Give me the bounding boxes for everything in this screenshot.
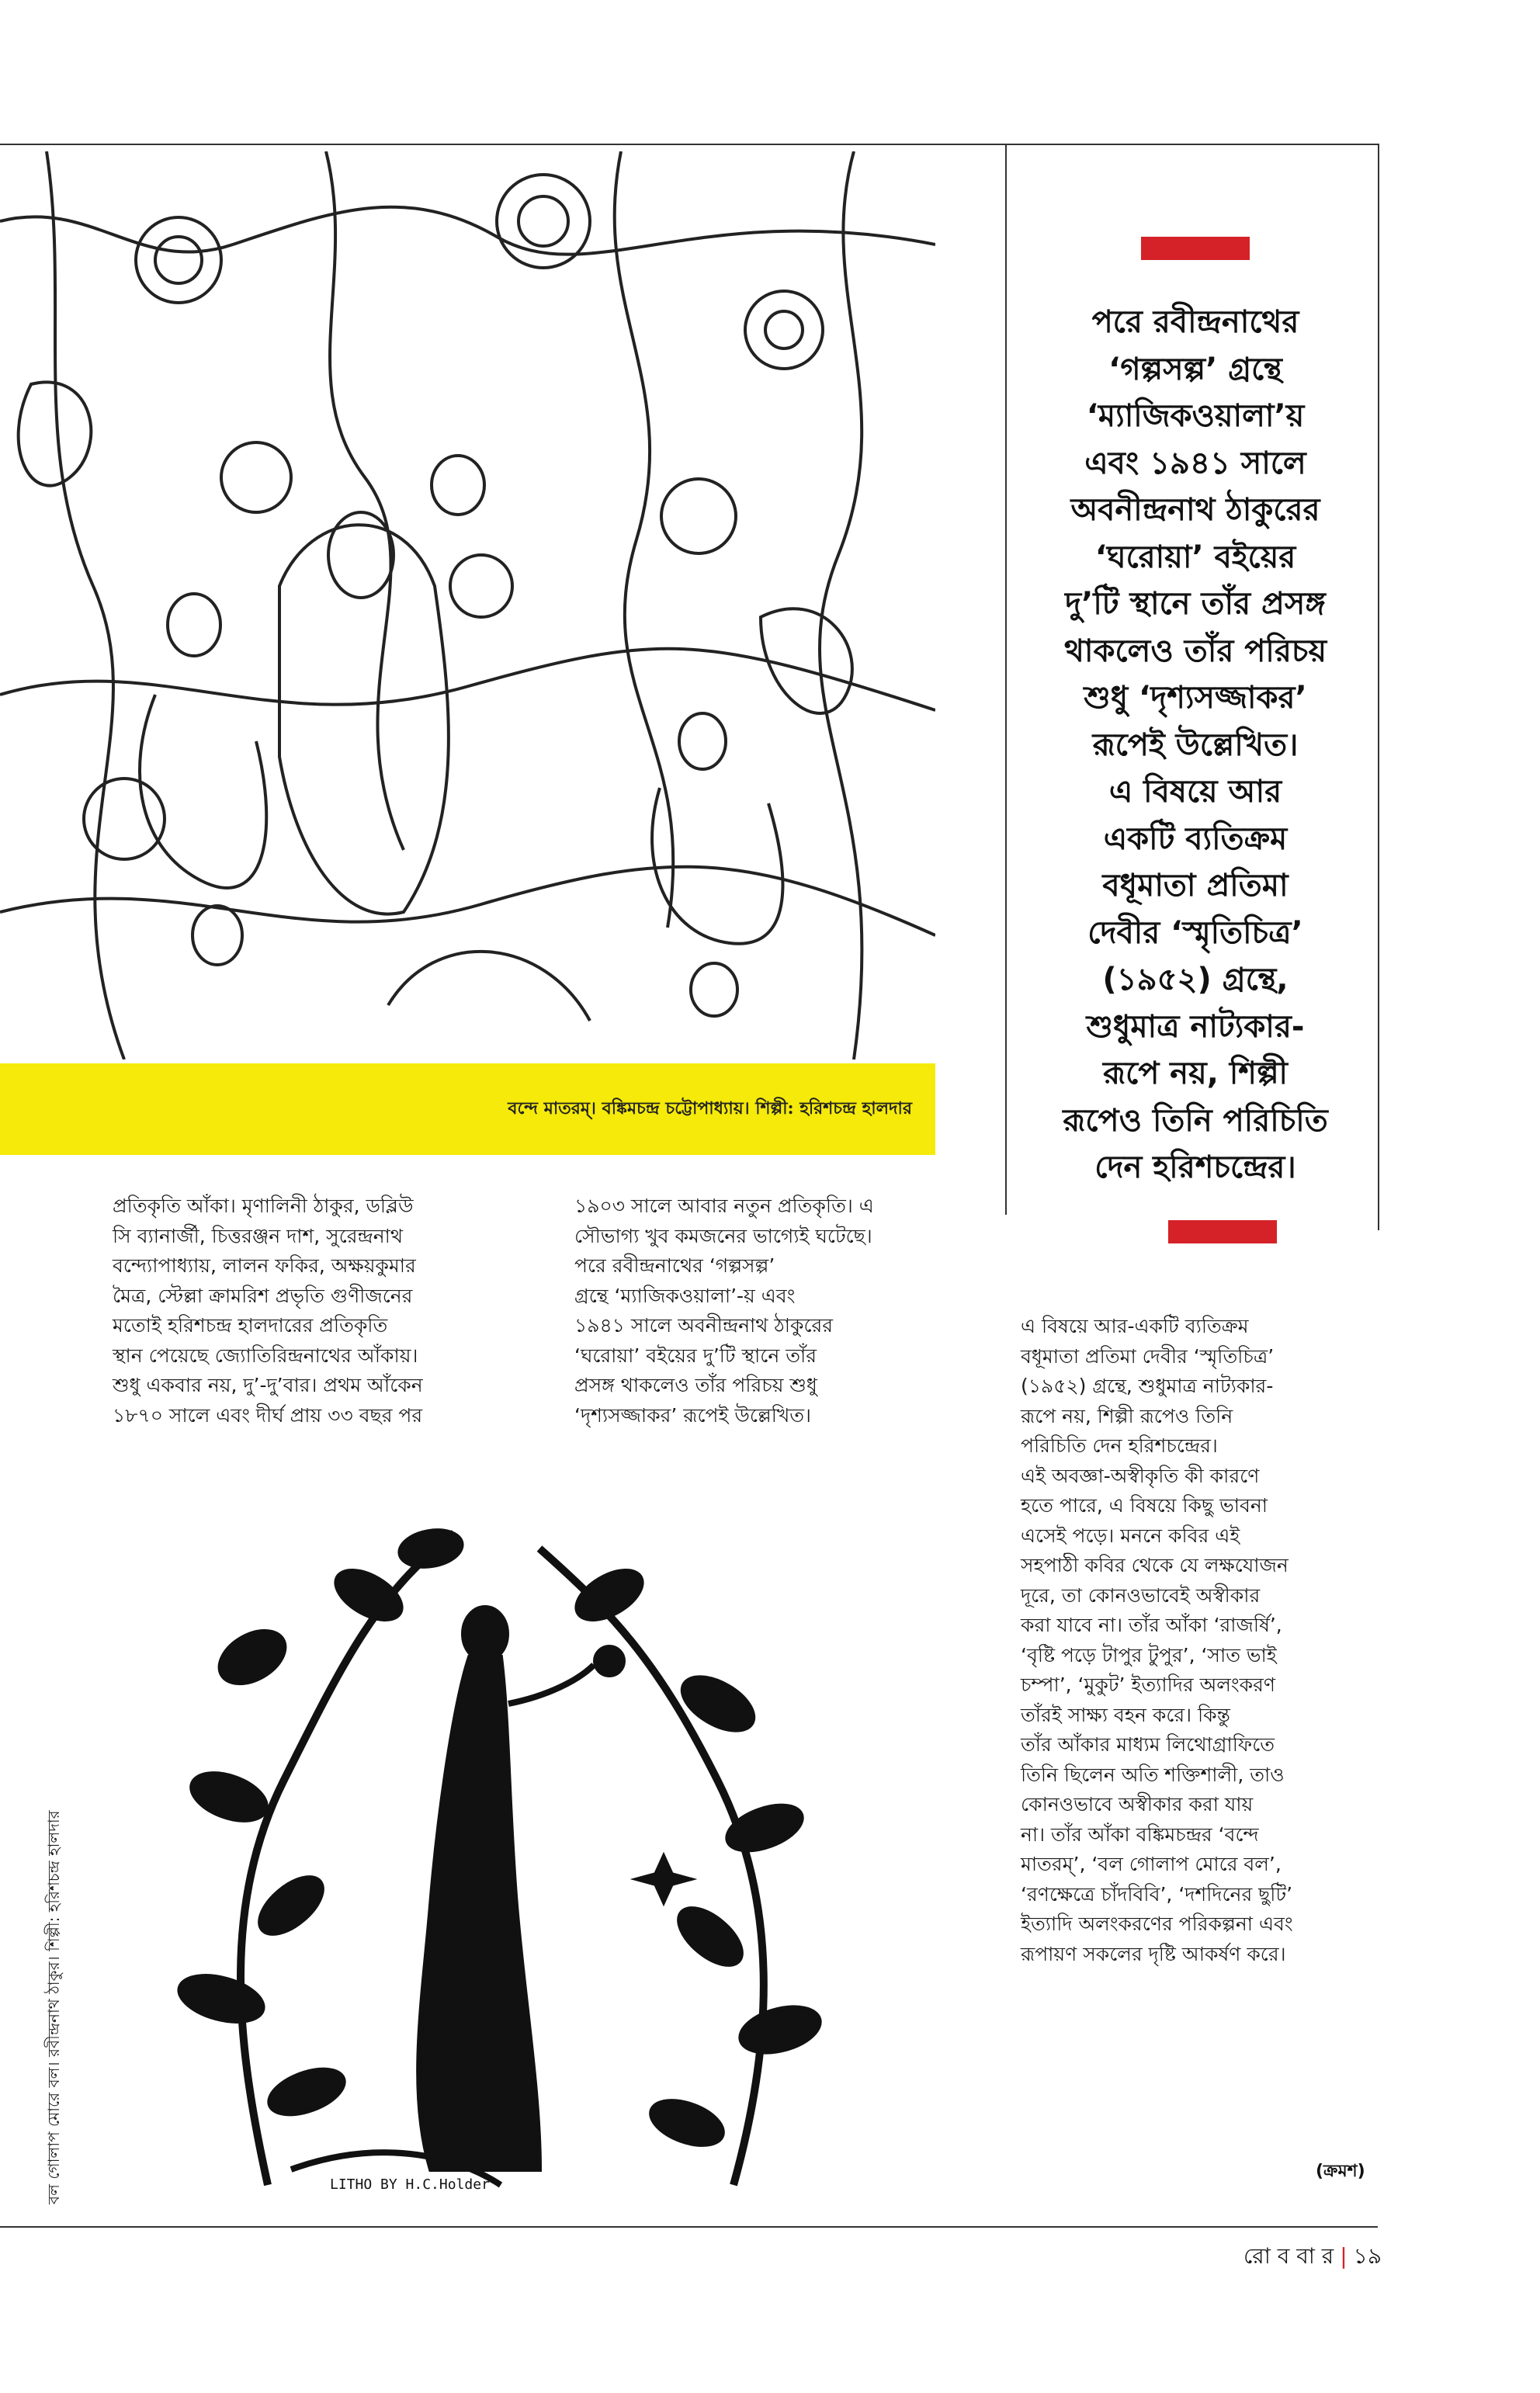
top-illustration-caption <box>0 1063 935 1155</box>
litho-signature: LITHO BY H.C.Holder <box>330 2176 490 2193</box>
page-number: ১৯ <box>1353 2243 1382 2269</box>
top-rule <box>0 144 1005 145</box>
illustration-bande-mataram <box>0 151 935 1060</box>
top-caption-text: বন্দে মাতরম্। বঙ্কিমচন্দ্র চট্টোপাধ্যায়। শিল্পী: হরিশচন্দ্র হালদার <box>508 1098 912 1118</box>
bottom-caption-text: বল গোলাপ মোরে বল। রবীন্দ্রনাথ ঠাকুর। শিল্পী: হরিশচন্দ্র হালদার <box>44 1810 63 2204</box>
footer-separator: | <box>1340 2243 1348 2269</box>
illustration-bolo-golap-drawing <box>175 1502 827 2201</box>
column-divider <box>1005 144 1007 1215</box>
pull-quote: পরে রবীন্দ্রনাথের ‘গল্পসল্প’ গ্রন্থে ‘ম্যাজিকওয়ালা’য় এবং ১৯৪১ সালে অবনীন্দ্রনাথ ঠাকুরের ‘ঘরোয়া’ বইয়ের দু’টি স্থানে তাঁর প্রসঙ্গ থাকলেও তাঁর পরিচয় শুধু ‘দৃশ্যসজ্জাকর’ রূপেই উল্লেখিত। এ বিষয়ে আর একটি ব্যতিক্রম বধূমাতা প্রতিমা দেবীর ‘স্মৃতিচিত্র’ (১৯৫২) গ্রন্থে, শুধুমাত্র নাট্যকার- রূপে নয়, শিল্পী রূপেও তিনি পরিচিতি দেন হরিশচন্দ্রের। <box>1063 304 1328 1185</box>
pull-quote-red-bar-top <box>1141 237 1250 260</box>
bottom-illustration-caption <box>43 1529 69 2204</box>
page-footer <box>1180 2239 1382 2276</box>
to-be-continued: (ক্রমশ) <box>1316 2162 1365 2181</box>
column-divider-right <box>1378 144 1379 1230</box>
bottom-rule <box>0 2226 1378 2228</box>
magazine-name: রো ব বা র <box>1243 2243 1334 2269</box>
body-column-3: এ বিষয়ে আর-একটি ব্যতিক্রম বধূমাতা প্রতিমা দেবীর ‘স্মৃতিচিত্র’ (১৯৫২) গ্রন্থে, শুধুমাত্র নাট্যকার- রূপে নয়, শিল্পী রূপেও তিনি পরিচিতি দেন হরিশচন্দ্রের। এই অবজ্ঞা-অস্বীকৃতি কী কারণে হতে পারে, এ বিষয়ে কিছু ভাবনা এসেই পড়ে। মননে কবির এই সহপাঠী কবির থেকে যে লক্ষযোজন দূরে, তা কোনওভাবেই অস্বীকার করা যাবে না। তাঁর আঁকা ‘রাজর্ষি’, ‘বৃষ্টি পড়ে টাপুর টুপুর’, ‘সাত ভাই চম্পা’, ‘মুকুট’ ইত্যাদির অলংকরণ তাঁরই সাক্ষ্য বহন করে। কিন্তু তাঁর আঁকার মাধ্যম লিথোগ্রাফিতে তিনি ছিলেন অতি শক্তিশালী, তাও কোনওভাবে অস্বীকার করা যায় না। তাঁর আঁকা বঙ্কিমচন্দ্রর ‘বন্দে মাতরম্’, ‘বল গোলাপ মোরে বল’, ‘রণক্ষেত্রে চাঁদবিবি’, ‘দশদিনের ছুটি’ ইত্যাদি অলংকরণের পরিকল্পনা এবং রূপায়ণ সকলের দৃষ্টি আকর্ষণ করে। <box>1021 1315 1293 1965</box>
body-column-1: প্রতিকৃতি আঁকা। মৃণালিনী ঠাকুর, ডব্লিউ সি ব্যানার্জী, চিত্তরঞ্জন দাশ, সুরেন্দ্রনাথ বন্দ্যোপাধ্যায়, লালন ফকির, অক্ষয়কুমার মৈত্র, স্টেল্লা ক্রামরিশ প্রভৃতি গুণীজনের মতোই হরিশচন্দ্র হালদারের প্রতিকৃতি স্থান পেয়েছে জ্যোতিরিন্দ্রনাথের আঁকায়। শুধু একবার নয়, দু’-দু’বার। প্রথম আঁকেন ১৮৭০ সালে এবং দীর্ঘ প্রায় ৩৩ বছর পর <box>113 1195 423 1427</box>
illustration-bolo-golap <box>175 1502 827 2201</box>
illustration-bande-mataram-drawing <box>0 151 935 1060</box>
body-column-2: ১৯০৩ সালে আবার নতুন প্রতিকৃতি। এ সৌভাগ্য খুব কমজনের ভাগ্যেই ঘটেছে। পরে রবীন্দ্রনাথের ‘গল্পসল্প’ গ্রন্থে ‘ম্যাজিকওয়ালা’-য় এবং ১৯৪১ সালে অবনীন্দ্রনাথ ঠাকুরের ‘ঘরোয়া’ বইয়ের দু’টি স্থানে তাঁর প্রসঙ্গ থাকলেও তাঁর পরিচয় শুধু ‘দৃশ্যসজ্জাকর’ রূপেই উল্লেখিত। <box>574 1195 874 1427</box>
top-rule-right <box>1005 144 1378 145</box>
pull-quote-red-bar-bottom <box>1168 1220 1277 1243</box>
